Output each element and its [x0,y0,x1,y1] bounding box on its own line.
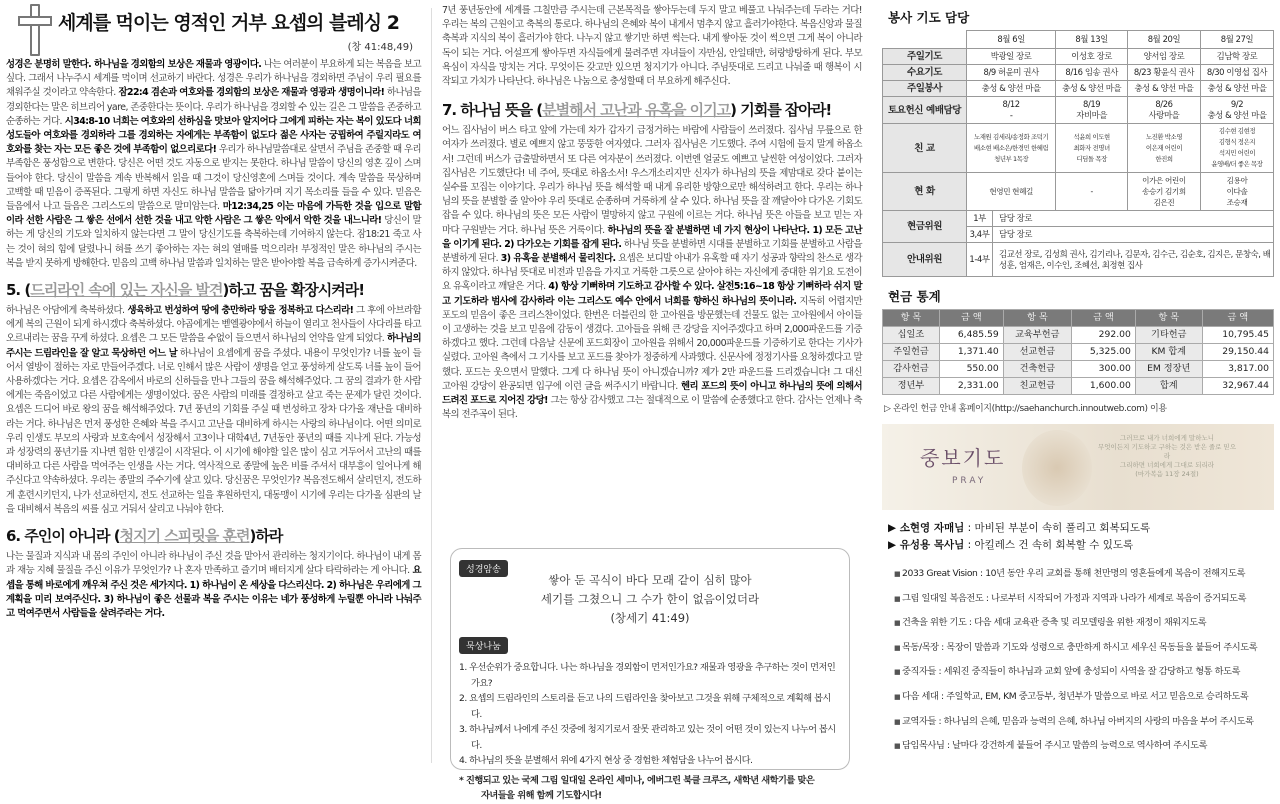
duty-row-label: 수요기도 [883,65,967,81]
section-7-body: 어느 집사님이 버스 타고 앞에 가는데 차가 갑자기 급정거하는 바람에 사람들이 쓰러졌다. 집사님 무릎으로 한 여자가 쓰러졌다. 별로 예쁘지 않고 뚱뚱한 여자였다. 그러자 집사님은 기도했다. 주여 시험에 들지 말게 하옵소서! 그런데 버스가 급출발하면서 또 다른 여자분이 쓰러졌다. 이번엔 얼굴도 예쁘고 날씬한 여성이었다. 그러자 집사님은 기도했단다! 네 주여, 뜻대로 하옵소서! 우스개소리지만 신자가 하나님의 뜻을 제맘대로 갖다 붙이는 실수를 꼬집는 이야기다. 우리가 하나님 뜻을 해석할 때 내게 유리한 방향으로만 해석하려고 한다. 우리는 하나님의 뜻을 분별할 줄 알아야 우리 뜻대로 순종하며 거룩하게 살 수 있다. 하나님 뜻을 잘 깨달아야 다가온 기회도 잡을 수 있다. 하나님의 뜻은 모든 사람이 멸망하지 않고 구원에 이르는 거다. 하나님 뜻은 아들을 보고 믿는 자마다 구원받는 거다. 하나님 뜻은 거룩이다. 하나님의 뜻을 잘 분별하면 네 가지 현상이 나타난다. 1) 모든 고난을 이기게 된다. 2) 다가오는 기회를 잡게 된다. 하나님 뜻을 분별하면 시대를 분별하고 기회를 분별하고 사람을 분별하게 된다. 3) 유혹을 분별해서 물리친다. 요셉은 보디발 아내가 유혹할 때 자기 성공과 향락의 찬스로 생각하지 않았다. 하나님 뜻대로 비전과 믿음을 가지고 거룩한 그릇으로 살아야 하는 자신에게 중대한 위기요 도전이요 유혹이라고 깨달은 거다. 4) 항상 기뻐하며 기도하고 감사할 수 있다. 살전5:16~18 항상 기뻐하라 쉬지 말고 기도하라 범사에 감사하라 이는 그리스도 예수 안에서 너희를 향하신 하나님의 뜻이니라. 지독히 어렵지만 포도의 믿음이 좋은 크리스찬이었다. 한번은 더블린의 한 고아원을 방문했는데 건물도 없는 고아원에서 아이들이 고생하는 것을 보고 믿음에 감동이 생겼다. 고아들을 위해 큰 강당을 지어주겠다고 하며 2,000파운드를 기증하겠다고 했다. 그런데 다음날 신문에 포드회장이 고아원을 위해서 20,000파운드를 기증하기로 한다는 기사가 실렸다. 고아원 측에서 그 기사를 보고 포드를 찾아가 정중하게 사과했다. 신문사에 정정기사를 요청하겠다고 말했다. 포드는 웃으면서 말했다. 그게 다 하나님 뜻이 아니겠습니까? 제가 2만 파운드를 드리겠습니다! 그 대신 고아원 강당이 완공되면 입구에 이런 글을 써주시기 바랍니다. 헨리 포드의 뜻이 아니고 하나님의 뜻에 의해서 드려진 포드로 지어진 강당! 그는 항상 감사했고 그는 절대적으로 이 말씀에 순종했다고 한다. 감사는 언제나 축복의 전주곡이 된다. [442,125,863,421]
duty-cell: 양서임 장로 [1127,49,1200,65]
finance-item: 합계 [1135,378,1202,395]
finance-header: 금 액 [1202,310,1273,327]
finance-item: 주일헌금 [883,344,940,361]
column-divider [431,8,432,763]
prayer-topic: ■ 담임목사님 : 날마다 강건하게 붙들어 주시고 말씀의 능력으로 역사하여 주시도록 [894,734,1274,759]
duty-row-label: 토요헌신 예배담당 [883,97,967,124]
duty-cell: 8/12 - [967,97,1056,124]
date-header: 8월 6일 [967,31,1056,49]
finance-table [882,309,1274,395]
finance-row [883,378,1274,395]
finance-header: 항 목 [1003,310,1071,327]
duty-cell: - [1056,173,1128,211]
sermon-paragraph: 성경은 분명히 말한다. 하나님을 경외함의 보상은 재물과 영광이다. 나는 여러분이 부요하게 되는 복음을 보고 싶다. 그래서 나누주시 세계를 먹이며 선교하기 바란다. 성경은 우리가 하나님을 경외하면 주님이 우리 필요를 채워주실 것이라고 약속한다. 잠22:4 겸손과 여호와를 경외함의 보상은 재물과 영광과 생명이니라! 하나님을 경외한다는 말은 히브리어 yare, 존중한다는 뜻이다. 우리가 하나님을 경외할 수 있는 길은 그 말씀을 존중하고 순종하는 거다. 시34:8-10 너희는 여호와의 선하심을 맛보아 알지어다 그에게 피하는 자는 복이 있도다 너희 성도들아 여호와를 경외하라 그를 경외하는 자에게는 부족함이 없도다 젊은 사자는 궁핍하여 주릴지라도 여호와를 찾는 자는 모든 좋은 것에 부족함이 없으리로다! 우리가 하나님말씀대로 살면서 주님을 존중할 때 우리 부족함은 풍성함으로 변한다. 당신은 어떤 것도 자동으로 받지는 못한다. 하나님 말씀이 당신의 영혼 깊이 스며들어야 한다. 당신이 말씀을 계속 반복해서 읽을 때 그것이 당신영혼에 스며들 것이다. 계속 말씀을 묵상하며 고백할 때 믿음이 증폭된다. 그렇게 하면 자신도 하나님 말씀을 닮아가며 지기 목소리를 들을 수 있다. 믿음은 들음에서 나고 들음은 그리스도의 말씀으로 말미암는다. 마12:34,25 이는 마음에 가득한 것을 입으로 말함이라 선한 사람은 그 쌓은 선에서 선한 것을 내고 악한 사람은 그 쌓은 악에서 악한 것을 내느니라! 당신이 말하는 게 당신의 기도와 일치하지 않는다면 그 말이 당신기도를 축복하는데 기여하지 않는다. 잠18:21 죽고 사는 것이 혀의 힘에 달렸나니 혀를 쓰기 좋아하는 자는 혀의 열매를 먹으리라! 부정적인 말은 하나님의 주시는 복을 받지 못하게 방해한다. 믿음의 고백 하나님 말씀과 일치하는 말은 받아야할 복을 급속하게 증가시켜준다. [6,59,422,269]
prayer-topic: ■ 그림 일대일 복음전도 : 나로부터 시작되어 가정과 지역과 나라가 세계로 복음이 증거되도록 [894,587,1274,612]
duty-cell: 8/23 황윤식 권사 [1127,65,1200,81]
prayer-topic: ■ 목동/목장 : 목장이 말씀과 기도와 성령으로 충만하게 하시고 세우신 목동들을 붙들어 주시도록 [894,636,1274,661]
finance-item: 정년부 [883,378,940,395]
finance-amount: 10,795.45 [1202,327,1273,344]
banner-subtitle: PRAY [952,476,987,486]
prayer-duty-title: 봉사 기도 담당 [888,10,970,25]
prayer-topic: ■ 중직자들 : 세워진 중직들이 하나님과 교회 앞에 충성되이 사역을 잘 감당하고 형통 하도록 [894,660,1274,685]
sermon-title: 세계를 먹이는 영적인 거부 요셉의 블레싱 2 [58,12,399,34]
duty-row [883,97,1274,124]
committee-table: 현금위원 1부 담당 장로 3,4부 담당 장로 안내위원 1-4부 김교선 장로, 김성희 권사, 김기리나, 김문자, 김수근, 김순호, 김지은, 문창숙, 배성훈, 엄재은, 이수인, 조혜선, 최정현 집사 [882,210,1274,277]
finance-amount: 1,371.40 [939,344,1003,361]
duty-row [883,65,1274,81]
duty-cell: 8/19 자비마을 [1056,97,1128,124]
praying-hands-image [1022,430,1092,506]
info-column [882,0,1274,773]
duty-row-label: 친 교 [883,124,967,173]
duty-cell: 8/16 임송 권사 [1056,65,1128,81]
section-6-heading: 6. 주인이 아니라 (청지기 스피릿을 훈련)하라 [6,527,283,546]
prayer-topic: ■ 다음 세대 : 주일학교, EM, KM 중고등부, 청년부가 말씀으로 바로 서고 믿음으로 승리하도록 [894,685,1274,710]
question-item: 2. 요셉의 드림라인의 스토리를 듣고 나의 드림라인을 찾아보고 그것을 위해 구체적으로 계획해 봅시다. [459,693,831,720]
finance-item: EM 정장년 [1135,361,1202,378]
banner-title: 중보기도 [920,446,1006,470]
prayer-topic: ■ 교역자들 : 하나님의 은혜, 믿음과 능력의 은혜, 하나님 아버지의 사랑의 마음을 부어 주시도록 [894,710,1274,735]
date-header: 8월 27일 [1200,31,1273,49]
date-header: 8월 13일 [1056,31,1128,49]
duty-cell: 8/9 허윤미 권사 [967,65,1056,81]
verse-tag: 성경암송 [459,560,508,577]
finance-header: 항 목 [1135,310,1202,327]
duty-cell: 이성호 장로 [1056,49,1128,65]
prayer-topics [894,562,1274,759]
finance-header: 금 액 [1072,310,1136,327]
duty-cell: 김용아 이다솔 조승재 [1200,173,1273,211]
duty-row-label: 주일봉사 [883,81,967,97]
duty-cell: 8/26 사랑마을 [1127,97,1200,124]
duty-cell: 충성 & 양선 마을 [1200,81,1273,97]
finance-item: KM 합계 [1135,344,1202,361]
duty-row [883,81,1274,97]
sermon-continued: 7년 풍년동안에 세계를 그칠만큼 주시는데 근본목적을 쌓아두는데 두지 말고 베풀고 나눠주는데 두라는 거다! 우리는 복의 근원이고 축복의 통로다. 하나님의 은혜와 복이 내게서 멈추지 않고 흘러가야한다. 복음신앙과 물질축복과 지식의 복이 흘러가야 한다. 나누지 않고 쌓기만 하면 썩는다. 내게 쌓아둔 것이 썩으면 그게 복이 아니라 독이 되는 거다. 어설프게 쌓아두면 자식들에게 물려주면 자녀들이 자만심, 안일태만, 허랑방탕하게 된다. 부모 욕심이 자식을 망치는 거다. 무엇이든 갖고만 있으면 청지기가 아니다. 주님뜻대로 드리고 나눠줄 때 행복이 시작되고 가치가 나타난다. 하나님은 나눔으로 충성할때 더 부요하게 해주신다. [442,5,862,88]
cash-committee-label: 현금위원 [883,211,967,243]
usher-label: 안내위원 [883,243,967,277]
finance-item: 선교헌금 [1003,344,1071,361]
intercession-banner [882,424,1274,510]
duty-cell: 박광일 장로 [967,49,1056,65]
question-item: 4. 하나님의 뜻을 분별해서 위에 4가지 현상 중 경험한 체험담을 나누어 봅시다. [459,755,753,766]
finance-amount: 5,325.00 [1072,344,1136,361]
duty-row [883,124,1274,173]
finance-item: 기타헌금 [1135,327,1202,344]
online-offering-note: ▷ 온라인 헌금 안내 홈페이지(http://saehanchurch.innoutweb.com) 이용 [884,404,1167,414]
prayer-request: ▶ 유성용 목사님 : 아킬레스 건 속히 회복할 수 있도록 [888,539,1134,551]
finance-item: 친교헌금 [1003,378,1071,395]
section-5-body: 하나님은 아담에게 축복하셨다. 생육하고 번성하여 땅에 충만하라 땅을 정복하고 다스리라! 그 후에 아브라함에게 복의 근원이 되게 하시겠다 축복하셨다. 야곱에게는 벧엘광야에서 하늘이 열리고 천사들이 사다리를 타고 오르내리는 꿈을 꾸게 하셨다. 요셉은 그 모든 말씀을 수없이 들으면서 하나님의 언약을 알게 되었다. 하나님의 주시는 드림라인을 잘 알고 묵상하던 어느 날 하나님이 요셉에게 꿈을 주셨다. 내용이 무엇인가? 너를 높이 들어서 열방이 절하는 자로 만들어주겠다. 너로 인해서 많은 사람이 생명을 얻고 풍성하게 살도록 너를 높이 들어 사용하겠다는 거다. 요셉은 감옥에서 바로의 신하들을 만나 그들의 꿈을 해석해주었다. 그 꿈의 결과가 한 사람에게는 죽음이었고 다른 사람에게는 생명이었다. 꿈은 사람의 미래를 결정하고 살고 죽는 문제가 달린 것이다. 요셉은 드디어 바로 왕의 꿈을 해석해주었다. 7년 풍년의 기회를 주실 때 번성하고 장차 다가올 재난을 대비하라는 거다. 하나님은 먼저 풍성한 은혜와 복을 주시고 고난을 대비하게 하시는 사랑의 하나님이다. 어떤 의미로 우리 인생도 부모의 사랑과 보호속에서 성장해서 고3이나 대학4년, 7년동안 풍년의 때를 지나게 된다. 가능성과 성장력의 풍년기를 지나면 험한 인생길이 시작된다. 이 시기에 해야할 일은 많이 심고 거두어서 고난의 때를 대비하고 다른 사람을 먹여주는 인생을 사는 거다. 역사적으로 종말에 높은 비를 주셔서 대부흥이 일어나게 해주신다고 약속하셨다. 우리는 종말의 주수기에 살고 있다. 당신꿈은 무엇인가? 복음전도해서 살리던지, 전도하게 훈련시키던지, 나가 선교하던지, 전도 선교하는 일을 후원하던지, 대동맹이 시기에 우리는 다가올 심판의 날을 대비해서 복음의 씨를 심고 거둬서 살리고 나눠야 한다. [6,305,422,515]
finance-amount: 300.00 [1072,361,1136,378]
sermon-column-2 [442,0,863,801]
sermon-reference: (창 41:48,49) [347,42,413,53]
prayer-topic: ■ 2033 Great Vision : 10년 동안 우리 교회를 통해 천만명의 영혼들에게 복음이 전해지도록 [894,562,1274,587]
prayer-footnote: * 진행되고 있는 국제 그림 일대일 온라인 세미나, 에버그린 북클 크루즈, 새학년 새학기를 맞은 자녀들을 위해 함께 기도합시다! [459,774,815,801]
duty-cell: 노재원 김세리/송정화 조덕기 배소현 배소은/한경민 한혜림 청년부 1목장 [967,124,1056,173]
usher-list: 김교선 장로, 김성희 권사, 김기리나, 김문자, 김수근, 김순호, 김지은, 문창숙, 배성훈, 엄재은, 이수인, 조혜선, 최정현 집사 [993,243,1274,277]
prayer-requests [888,520,1274,554]
finance-amount: 1,600.00 [1072,378,1136,395]
duty-row [883,49,1274,65]
finance-amount: 2,331.00 [939,378,1003,395]
finance-item: 교육부헌금 [1003,327,1071,344]
share-tag: 묵상나눔 [459,637,508,654]
finance-amount: 292.00 [1072,327,1136,344]
sermon-column-1 [6,0,421,773]
duty-cell: 김수현 김현정 김형식 정은지 석지민 어린이 윤영배/더 좋은 목장 [1200,124,1273,173]
duty-cell: 충성 & 양선 마을 [967,81,1056,97]
finance-amount: 29,150.44 [1202,344,1273,361]
duty-row-label: 현 화 [883,173,967,211]
section-5-heading: 5. (드리라인 속에 있는 자신을 발견)하고 꿈을 확장시켜라! [6,281,365,300]
duty-row [883,173,1274,211]
question-item: 3. 하나님께서 나에게 주신 것중에 청지기로서 잘못 관리하고 있는 것이 어떤 것이 있는지 나누어 봅시다. [459,724,836,751]
prayer-duty-table [882,30,1274,211]
duty-cell: 충성 & 양선 마을 [1127,81,1200,97]
duty-cell: 이가은 어린이 송승기 김기희 김은진 [1127,173,1200,211]
section-6-body: 나는 물질과 지식과 내 몸의 주인이 아니라 하나님이 주신 것을 맡아서 관리하는 청지기이다. 하나님이 내게 몸과 재능 지혜 물질을 주신 이유가 무엇인가? 나 혼자 만족하고 즐기며 배터지게 살다 타락하라는 게 아니다. 요셉을 통해 바로에게 깨우쳐 주신 것은 세가지다. 1) 하나님이 온 세상을 다스리신다. 2) 하나님은 우리에게 그 계획을 미리 보여주신다. 3) 하나님이 좋은 선물과 복을 주시는 이유는 네가 풍성하게 누릴뿐 아니라 나눠주고 먹여주면서 사람들을 살려주라는 거다. [6,551,421,619]
section-7-heading: 7. 하나님 뜻을 (분별해서 고난과 유혹을 이기고) 기회를 잡아라! [442,101,832,120]
banner-verse: 그러므로 내가 너희에게 말하노니 무엇이든지 기도하고 구하는 것은 받은 줄로 믿으라 그리하면 너희에게 그대로 되리라 (마가복음 11장 24절) [1098,434,1236,478]
memory-verse: 쌓아 둔 곡식이 바다 모래 같이 심히 많아 세기를 그쳤으니 그 수가 한이 없음이었더라 (창세기 41:49) [540,573,760,625]
finance-item: 감사헌금 [883,361,940,378]
finance-item: 건축헌금 [1003,361,1071,378]
finance-header: 항 목 [883,310,940,327]
duty-cell: 김남학 장로 [1200,49,1273,65]
sermon-header [6,0,421,58]
finance-amount: 550.00 [939,361,1003,378]
duty-row-label: 주일기도 [883,49,967,65]
meditation-box [450,548,850,801]
prayer-topic: ■ 건축을 위한 기도 : 다음 세대 교육관 증축 및 리모델링을 위한 재정이 채워지도록 [894,611,1274,636]
finance-header: 금 액 [939,310,1003,327]
finance-row [883,344,1274,361]
question-item: 1. 우선순위가 중요합니다. 나는 하나님을 경외함이 먼저인가요? 재물과 영광을 추구하는 것이 먼저인가요? [459,662,836,689]
prayer-request: ▶ 소현영 자매님 : 마비된 부분이 속히 풀리고 회복되도록 [888,522,1151,534]
duty-cell: 현영민 현혜길 [967,173,1056,211]
duty-cell: 8/30 이영섭 집사 [1200,65,1273,81]
finance-amount: 3,817.00 [1202,361,1273,378]
cross-icon [18,4,52,56]
duty-cell: 노진환 박소영 이은재 어린이 한진희 [1127,124,1200,173]
finance-title: 현금 통계 [888,289,941,304]
date-header: 8월 20일 [1127,31,1200,49]
duty-cell: 석윤희 이도현 최화자 전명녀 디딤돌 목장 [1056,124,1128,173]
duty-cell: 9/2 충성 & 양선 마을 [1200,97,1273,124]
finance-item: 십일조 [883,327,940,344]
finance-amount: 6,485.59 [939,327,1003,344]
discussion-questions [459,660,841,804]
finance-row [883,327,1274,344]
finance-row [883,361,1274,378]
finance-amount: 32,967.44 [1202,378,1273,395]
duty-cell: 충성 & 양선 마을 [1056,81,1128,97]
